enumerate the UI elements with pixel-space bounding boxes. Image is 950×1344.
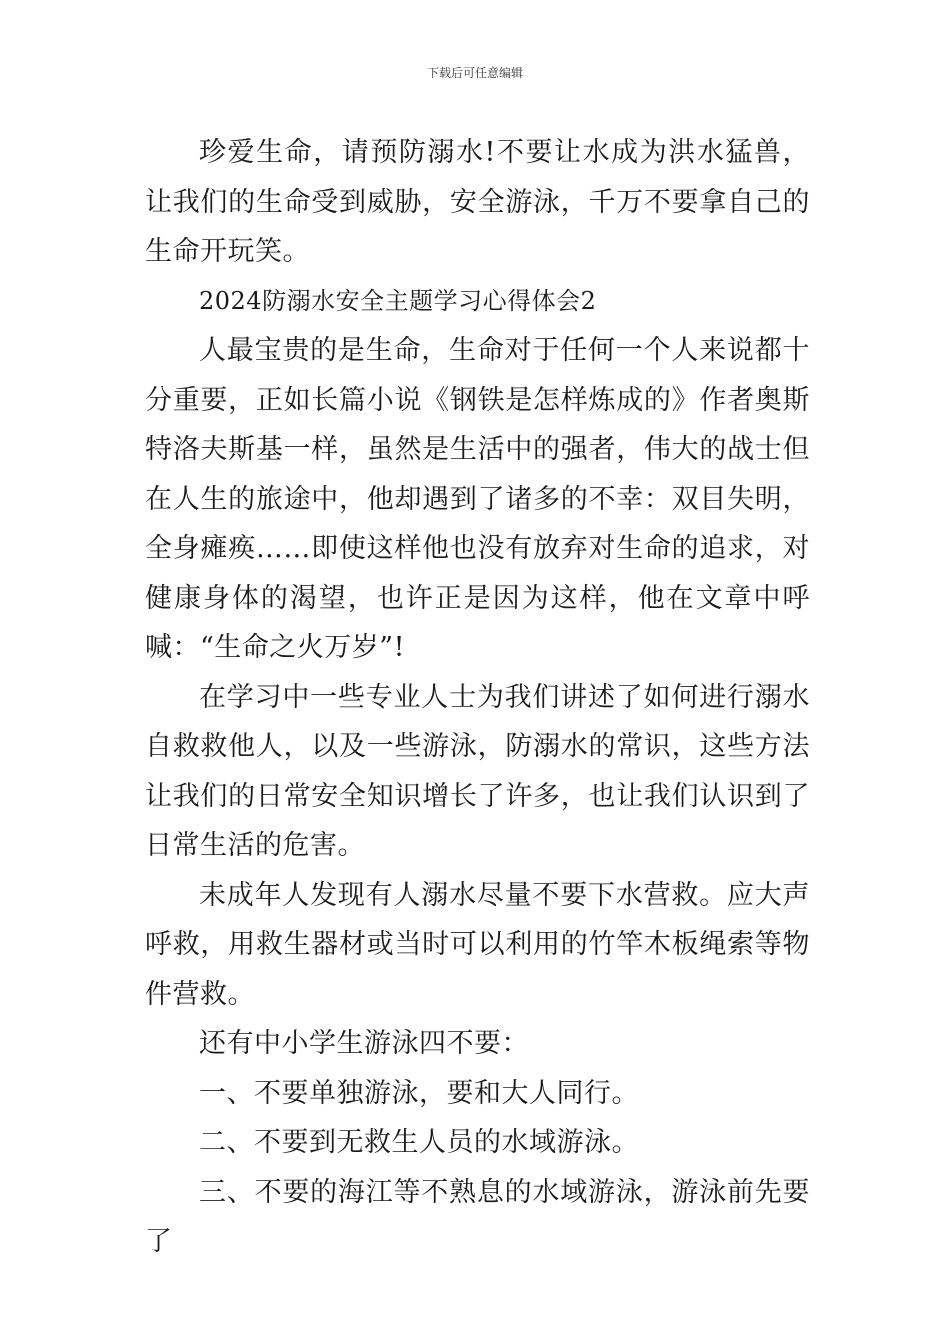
section-title: 2024防溺水安全主题学习心得体会2 [199,286,597,315]
paragraph-life-precious: 人最宝贵的是生命，生命对于任何一个人来说都十分重要，正如长篇小说《钢铁是怎样炼成的》作者奥斯特洛夫斯基一样，虽然是生活中的强者，伟大的战士但在人生的旅途中，他却遇到了诸多的不幸：双目失明，全身瘫痪……即使这样他也没有放弃对生命的追求，对健康身体的渴望，也许正是因为这样，他在文章中呼喊：“生命之火万岁”! [145,335,810,663]
list-item-2: 二、不要到无救生人员的水域游泳。 [199,1127,639,1158]
list-item-3: 三、不要的海江等不熟息的水域游泳，游泳前先要了 [145,1176,810,1257]
paragraph-four-donts-intro: 还有中小学生游泳四不要： [199,1028,529,1059]
paragraph-learning: 在学习中一些专业人士为我们讲述了如何进行溺水自救救他人，以及一些游泳，防溺水的常识，这些方法让我们的日常安全知识增长了许多，也让我们认识到了日常生活的危害。 [145,681,810,861]
paragraph-cherish-life: 珍爱生命，请预防溺水!不要让水成为洪水猛兽，让我们的生命受到威胁，安全游泳，千万不要拿自己的生命开玩笑。 [145,137,810,267]
document-body [145,128,810,1267]
list-item-1: 一、不要单独游泳，要和大人同行。 [199,1077,639,1109]
paragraph-minors-rescue: 未成年人发现有人溺水尽量不要下水营救。应大声呼救，用救生器材或当时可以利用的竹竿木板绳索等物件营救。 [145,879,810,1010]
header-note: 下载后可任意编辑 [426,66,523,80]
